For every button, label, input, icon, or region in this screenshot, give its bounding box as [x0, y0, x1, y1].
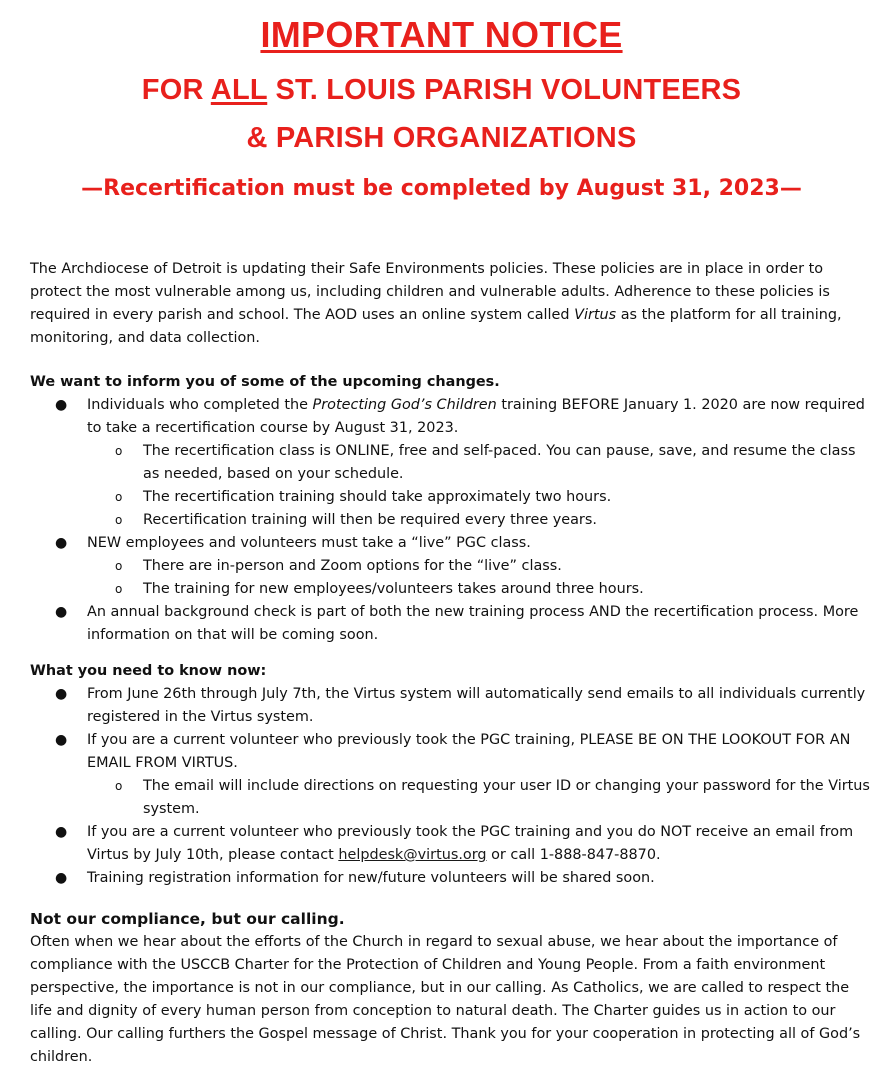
circle-bullet-icon: o: [115, 582, 123, 596]
bullet-icon: ●: [55, 732, 68, 748]
calling-paragraph: Often when we hear about the efforts of the Church in regard to sexual abuse, we hear about the importance of compliance with the USCCB Charter for the Protection of Children and Young People. From a faith environment perspective, the importance is not in our compliance, but in our calling. As Catholics, we are called to respect the life and dignity of every human person from conception to natural death. The Charter guides us in action to our calling. Our calling furthers the Gospel message of Christ. Thank you for your cooperation in protecting all of God’s children.: [30, 934, 861, 1065]
list-item: ● An annual background check is part of both the new training process AND the recertification process. More information on that will be coming soon.: [30, 601, 870, 647]
notice-subtitle: FOR ALL ST. LOUIS PARISH VOLUNTEERS: [141, 74, 742, 106]
bullet-icon: ●: [55, 604, 68, 620]
list-item: ● Individuals who completed the Protecting God’s Children training BEFORE January 1. 2020 are now required to take a recertification course by August 31, 2023. o The recertification class is ONLINE, free and self-paced. You can pause, save, and resume the class as needed, based on your schedule. o The recertification training should take approximately two hours. o Recertification training will then be required every three years.: [30, 394, 870, 532]
list-item: o There are in-person and Zoom options for the “live” class.: [87, 555, 870, 578]
section-heading: What you need to know now:: [30, 663, 267, 679]
list-item: ● Training registration information for new/future volunteers will be shared soon.: [30, 867, 870, 890]
bullet-icon: ●: [55, 870, 68, 886]
circle-bullet-icon: o: [115, 559, 123, 573]
calling-section: [30, 908, 870, 1069]
notice-title: IMPORTANT NOTICE: [260, 14, 623, 55]
bullet-icon: ●: [55, 535, 68, 551]
circle-bullet-icon: o: [115, 444, 123, 458]
bullet-icon: ●: [55, 824, 68, 840]
circle-bullet-icon: o: [115, 490, 123, 504]
intro-paragraph: The Archdiocese of Detroit is updating their Safe Environments policies. These policies are in place in order to protect the most vulnerable among us, including children and vulnerable adults. Adherence to these policies is required in every parish and school. The AOD uses an online system called Virtus as the platform for all training, monitoring, and data collection.: [30, 261, 842, 346]
circle-bullet-icon: o: [115, 779, 123, 793]
section-heading: Not our compliance, but our calling.: [30, 910, 345, 928]
section-heading: We want to inform you of some of the upcoming changes.: [30, 374, 500, 390]
list-item: o Recertification training will then be required every three years.: [87, 509, 870, 532]
list-item: ● If you are a current volunteer who previously took the PGC training and you do NOT receive an email from Virtus by July 10th, please contact helpdesk@virtus.org or call 1-888-847-8870.: [30, 821, 870, 867]
bullet-icon: ●: [55, 686, 68, 702]
helpdesk-email-link[interactable]: helpdesk@virtus.org: [338, 847, 487, 863]
bullet-icon: ●: [55, 397, 68, 413]
list-item: o The training for new employees/volunteers takes around three hours.: [87, 578, 870, 601]
list-item: o The recertification class is ONLINE, free and self-paced. You can pause, save, and resume the class as needed, based on your schedule.: [87, 440, 870, 486]
list-item: ● NEW employees and volunteers must take a “live” PGC class. o There are in-person and Zoom options for the “live” class. o The training for new employees/volunteers takes around three hours.: [30, 532, 870, 601]
all-underlined: ALL: [210, 74, 268, 106]
notice-subtitle-2: & PARISH ORGANIZATIONS: [246, 122, 637, 154]
know-now-section: [30, 660, 870, 890]
list-item: ● If you are a current volunteer who previously took the PGC training, PLEASE BE ON THE LOOKOUT FOR AN EMAIL FROM VIRTUS. o The email will include directions on requesting your user ID or changing your password for the Virtus system.: [30, 729, 870, 821]
upcoming-changes-section: [30, 371, 870, 647]
list-item: o The recertification training should take approximately two hours.: [87, 486, 870, 509]
list-item: ● From June 26th through July 7th, the Virtus system will automatically send emails to all individuals currently registered in the Virtus system.: [30, 683, 870, 729]
circle-bullet-icon: o: [115, 513, 123, 527]
deadline-banner: —Recertification must be completed by August 31, 2023—: [81, 176, 802, 201]
list-item: o The email will include directions on requesting your user ID or changing your password for the Virtus system.: [87, 775, 870, 821]
